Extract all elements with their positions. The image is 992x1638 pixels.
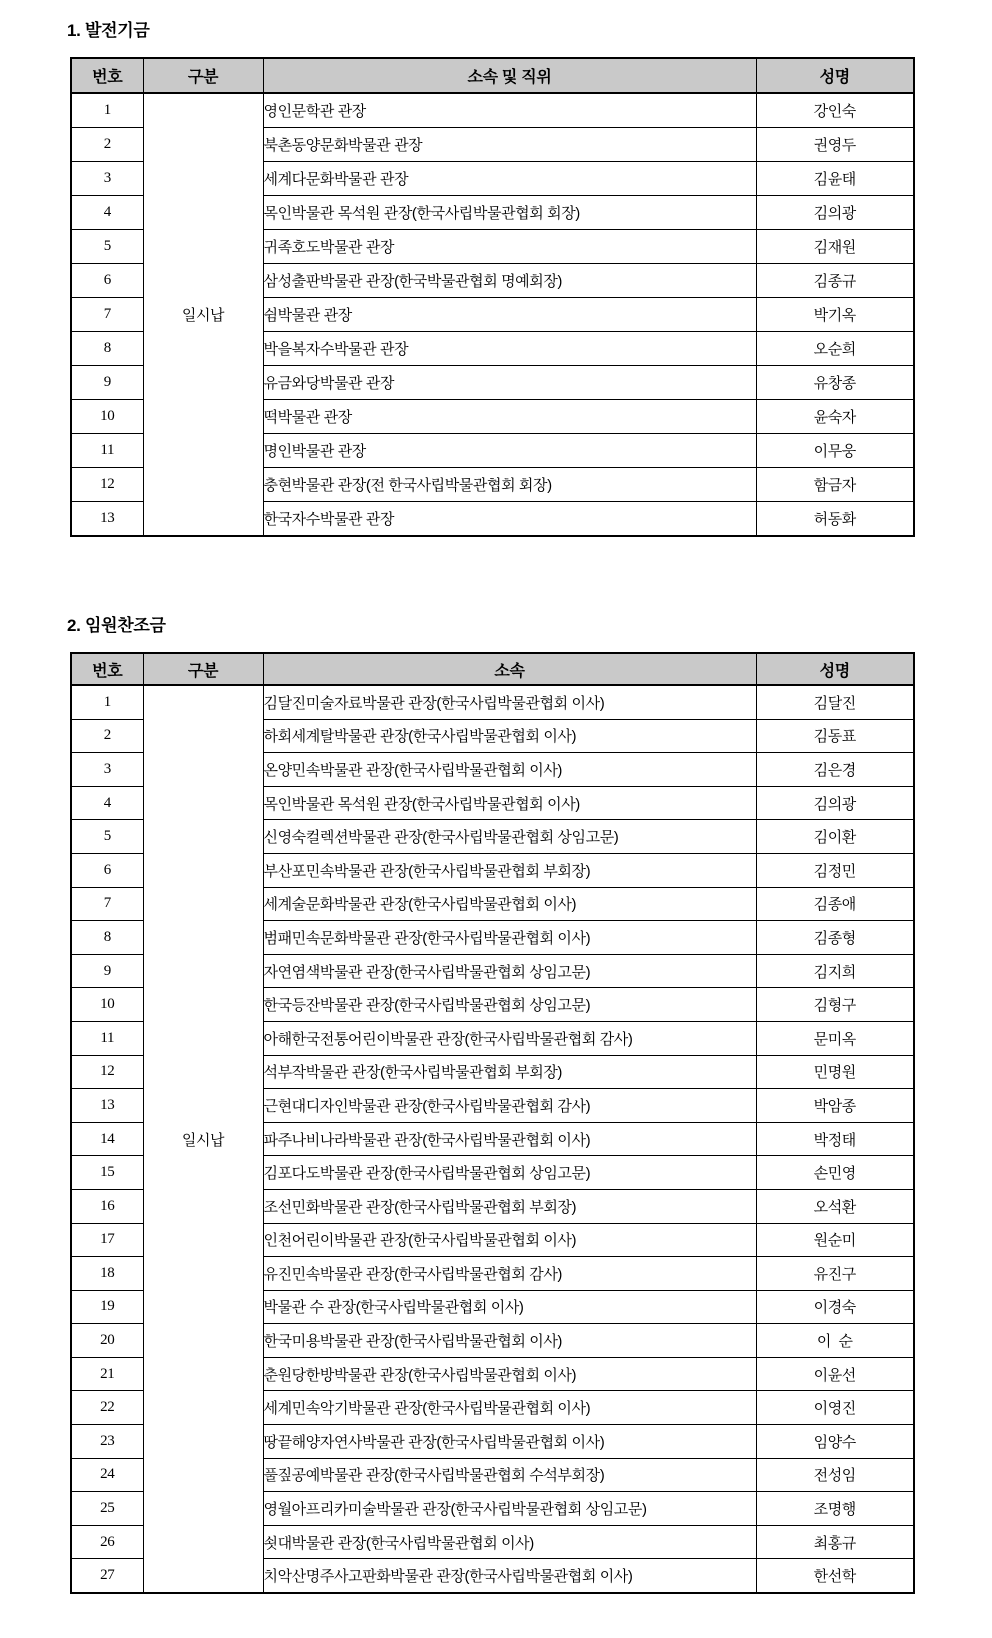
cell-category-merged: 일시납: [143, 93, 263, 536]
cell-name: 김재원: [756, 230, 914, 264]
cell-name: 김이환: [756, 820, 914, 854]
cell-number: 8: [71, 921, 143, 955]
table-header-row: [71, 58, 914, 93]
cell-number: 12: [71, 1055, 143, 1089]
column-header-affiliation-position: 소속 및 직위: [263, 58, 756, 93]
cell-number: 10: [71, 400, 143, 434]
cell-number: 3: [71, 162, 143, 196]
cell-number: 26: [71, 1525, 143, 1559]
cell-affiliation: 귀족호도박물관 관장: [263, 230, 756, 264]
column-header-name: 성명: [756, 653, 914, 685]
cell-number: 11: [71, 434, 143, 468]
cell-affiliation: 파주나비나라박물관 관장(한국사립박물관협회 이사): [263, 1122, 756, 1156]
cell-name: 권영두: [756, 128, 914, 162]
table-row: [71, 93, 914, 128]
cell-name: 김의광: [756, 786, 914, 820]
cell-number: 27: [71, 1559, 143, 1593]
column-header-number: 번호: [71, 653, 143, 685]
cell-number: 24: [71, 1458, 143, 1492]
cell-number: 9: [71, 366, 143, 400]
cell-affiliation: 유금와당박물관 관장: [263, 366, 756, 400]
cell-name: 김의광: [756, 196, 914, 230]
cell-affiliation: 삼성출판박물관 관장(한국박물관협회 명예회장): [263, 264, 756, 298]
cell-number: 9: [71, 954, 143, 988]
cell-number: 7: [71, 887, 143, 921]
section-title-executive-contribution: 2. 임원찬조금: [67, 616, 166, 635]
cell-affiliation: 근현대디자인박물관 관장(한국사립박물관협회 감사): [263, 1089, 756, 1123]
cell-affiliation: 부산포민속박물관 관장(한국사립박물관협회 부회장): [263, 853, 756, 887]
cell-name: 조명행: [756, 1492, 914, 1526]
cell-name: 문미옥: [756, 1021, 914, 1055]
cell-affiliation: 명인박물관 관장: [263, 434, 756, 468]
cell-number: 5: [71, 820, 143, 854]
cell-affiliation: 영인문학관 관장: [263, 93, 756, 128]
cell-affiliation: 한국등잔박물관 관장(한국사립박물관협회 상임고문): [263, 988, 756, 1022]
cell-affiliation: 치악산명주사고판화박물관 관장(한국사립박물관협회 이사): [263, 1559, 756, 1593]
cell-name: 원순미: [756, 1223, 914, 1257]
cell-number: 5: [71, 230, 143, 264]
cell-number: 6: [71, 853, 143, 887]
cell-affiliation: 영월아프리카미술박물관 관장(한국사립박물관협회 상임고문): [263, 1492, 756, 1526]
cell-affiliation: 인천어린이박물관 관장(한국사립박물관협회 이사): [263, 1223, 756, 1257]
cell-affiliation: 북촌동양문화박물관 관장: [263, 128, 756, 162]
cell-affiliation: 박을복자수박물관 관장: [263, 332, 756, 366]
cell-name: 오순희: [756, 332, 914, 366]
cell-number: 11: [71, 1021, 143, 1055]
cell-name: 유진구: [756, 1257, 914, 1291]
column-header-category: 구분: [143, 58, 263, 93]
section-development-fund: [66, 20, 992, 537]
cell-affiliation: 김달진미술자료박물관 관장(한국사립박물관협회 이사): [263, 685, 756, 719]
development-fund-table: [70, 57, 915, 537]
cell-number: 18: [71, 1257, 143, 1291]
cell-name: 김정민: [756, 853, 914, 887]
cell-affiliation: 아해한국전통어린이박물관 관장(한국사립박물관협회 감사): [263, 1021, 756, 1055]
cell-number: 2: [71, 128, 143, 162]
table-row: [71, 685, 914, 719]
cell-number: 14: [71, 1122, 143, 1156]
cell-name: 오석환: [756, 1189, 914, 1223]
cell-category-merged: 일시납: [143, 685, 263, 1593]
cell-number: 4: [71, 786, 143, 820]
cell-number: 22: [71, 1391, 143, 1425]
column-header-name: 성명: [756, 58, 914, 93]
cell-name: 이경숙: [756, 1290, 914, 1324]
cell-affiliation: 박물관 수 관장(한국사립박물관협회 이사): [263, 1290, 756, 1324]
cell-name: 유창종: [756, 366, 914, 400]
cell-name: 김종규: [756, 264, 914, 298]
cell-name: 강인숙: [756, 93, 914, 128]
cell-affiliation: 풀짚공예박물관 관장(한국사립박물관협회 수석부회장): [263, 1458, 756, 1492]
cell-number: 12: [71, 468, 143, 502]
cell-affiliation: 한국미용박물관 관장(한국사립박물관협회 이사): [263, 1324, 756, 1358]
section-executive-contribution: [66, 615, 992, 1594]
cell-number: 7: [71, 298, 143, 332]
cell-affiliation: 춘원당한방박물관 관장(한국사립박물관협회 이사): [263, 1357, 756, 1391]
cell-name: 임양수: [756, 1425, 914, 1459]
cell-affiliation: 쇳대박물관 관장(한국사립박물관협회 이사): [263, 1525, 756, 1559]
cell-number: 20: [71, 1324, 143, 1358]
cell-name: 이윤선: [756, 1357, 914, 1391]
cell-number: 3: [71, 753, 143, 787]
cell-affiliation: 한국자수박물관 관장: [263, 502, 756, 537]
cell-name: 이 순: [756, 1324, 914, 1358]
cell-affiliation: 온양민속박물관 관장(한국사립박물관협회 이사): [263, 753, 756, 787]
cell-affiliation: 석부작박물관 관장(한국사립박물관협회 부회장): [263, 1055, 756, 1089]
cell-name: 이영진: [756, 1391, 914, 1425]
cell-affiliation: 유진민속박물관 관장(한국사립박물관협회 감사): [263, 1257, 756, 1291]
cell-number: 13: [71, 1089, 143, 1123]
cell-name: 김윤태: [756, 162, 914, 196]
cell-affiliation: 조선민화박물관 관장(한국사립박물관협회 부회장): [263, 1189, 756, 1223]
cell-number: 2: [71, 719, 143, 753]
cell-number: 4: [71, 196, 143, 230]
cell-affiliation: 신영숙컬렉션박물관 관장(한국사립박물관협회 상임고문): [263, 820, 756, 854]
cell-name: 함금자: [756, 468, 914, 502]
cell-number: 25: [71, 1492, 143, 1526]
cell-affiliation: 충현박물관 관장(전 한국사립박물관협회 회장): [263, 468, 756, 502]
cell-number: 13: [71, 502, 143, 537]
cell-affiliation: 세계술문화박물관 관장(한국사립박물관협회 이사): [263, 887, 756, 921]
cell-name: 김은경: [756, 753, 914, 787]
cell-number: 15: [71, 1156, 143, 1190]
cell-number: 23: [71, 1425, 143, 1459]
cell-name: 김동표: [756, 719, 914, 753]
cell-name: 전성임: [756, 1458, 914, 1492]
column-header-number: 번호: [71, 58, 143, 93]
cell-affiliation: 목인박물관 목석원 관장(한국사립박물관협회 회장): [263, 196, 756, 230]
cell-affiliation: 세계다문화박물관 관장: [263, 162, 756, 196]
cell-name: 한선학: [756, 1559, 914, 1593]
cell-affiliation: 떡박물관 관장: [263, 400, 756, 434]
column-header-category: 구분: [143, 653, 263, 685]
cell-number: 16: [71, 1189, 143, 1223]
cell-affiliation: 범패민속문화박물관 관장(한국사립박물관협회 이사): [263, 921, 756, 955]
section-title-development-fund: 1. 발전기금: [67, 21, 150, 40]
cell-number: 19: [71, 1290, 143, 1324]
cell-name: 김지희: [756, 954, 914, 988]
cell-number: 1: [71, 685, 143, 719]
cell-name: 김종애: [756, 887, 914, 921]
cell-number: 1: [71, 93, 143, 128]
cell-affiliation: 목인박물관 목석원 관장(한국사립박물관협회 이사): [263, 786, 756, 820]
cell-affiliation: 자연염색박물관 관장(한국사립박물관협회 상임고문): [263, 954, 756, 988]
cell-name: 이무웅: [756, 434, 914, 468]
cell-name: 김종형: [756, 921, 914, 955]
cell-number: 21: [71, 1357, 143, 1391]
cell-name: 박기옥: [756, 298, 914, 332]
cell-affiliation: 쉼박물관 관장: [263, 298, 756, 332]
cell-affiliation: 땅끝해양자연사박물관 관장(한국사립박물관협회 이사): [263, 1425, 756, 1459]
cell-name: 윤숙자: [756, 400, 914, 434]
cell-number: 10: [71, 988, 143, 1022]
cell-name: 최홍규: [756, 1525, 914, 1559]
cell-number: 6: [71, 264, 143, 298]
cell-name: 허동화: [756, 502, 914, 537]
executive-contribution-table: [70, 652, 915, 1594]
cell-affiliation: 김포다도박물관 관장(한국사립박물관협회 상임고문): [263, 1156, 756, 1190]
cell-affiliation: 하회세계탈박물관 관장(한국사립박물관협회 이사): [263, 719, 756, 753]
cell-affiliation: 세계민속악기박물관 관장(한국사립박물관협회 이사): [263, 1391, 756, 1425]
cell-name: 민명원: [756, 1055, 914, 1089]
cell-number: 8: [71, 332, 143, 366]
cell-name: 박암종: [756, 1089, 914, 1123]
cell-number: 17: [71, 1223, 143, 1257]
cell-name: 박정태: [756, 1122, 914, 1156]
cell-name: 김형구: [756, 988, 914, 1022]
column-header-affiliation: 소속: [263, 653, 756, 685]
table-header-row: [71, 653, 914, 685]
cell-name: 손민영: [756, 1156, 914, 1190]
cell-name: 김달진: [756, 685, 914, 719]
